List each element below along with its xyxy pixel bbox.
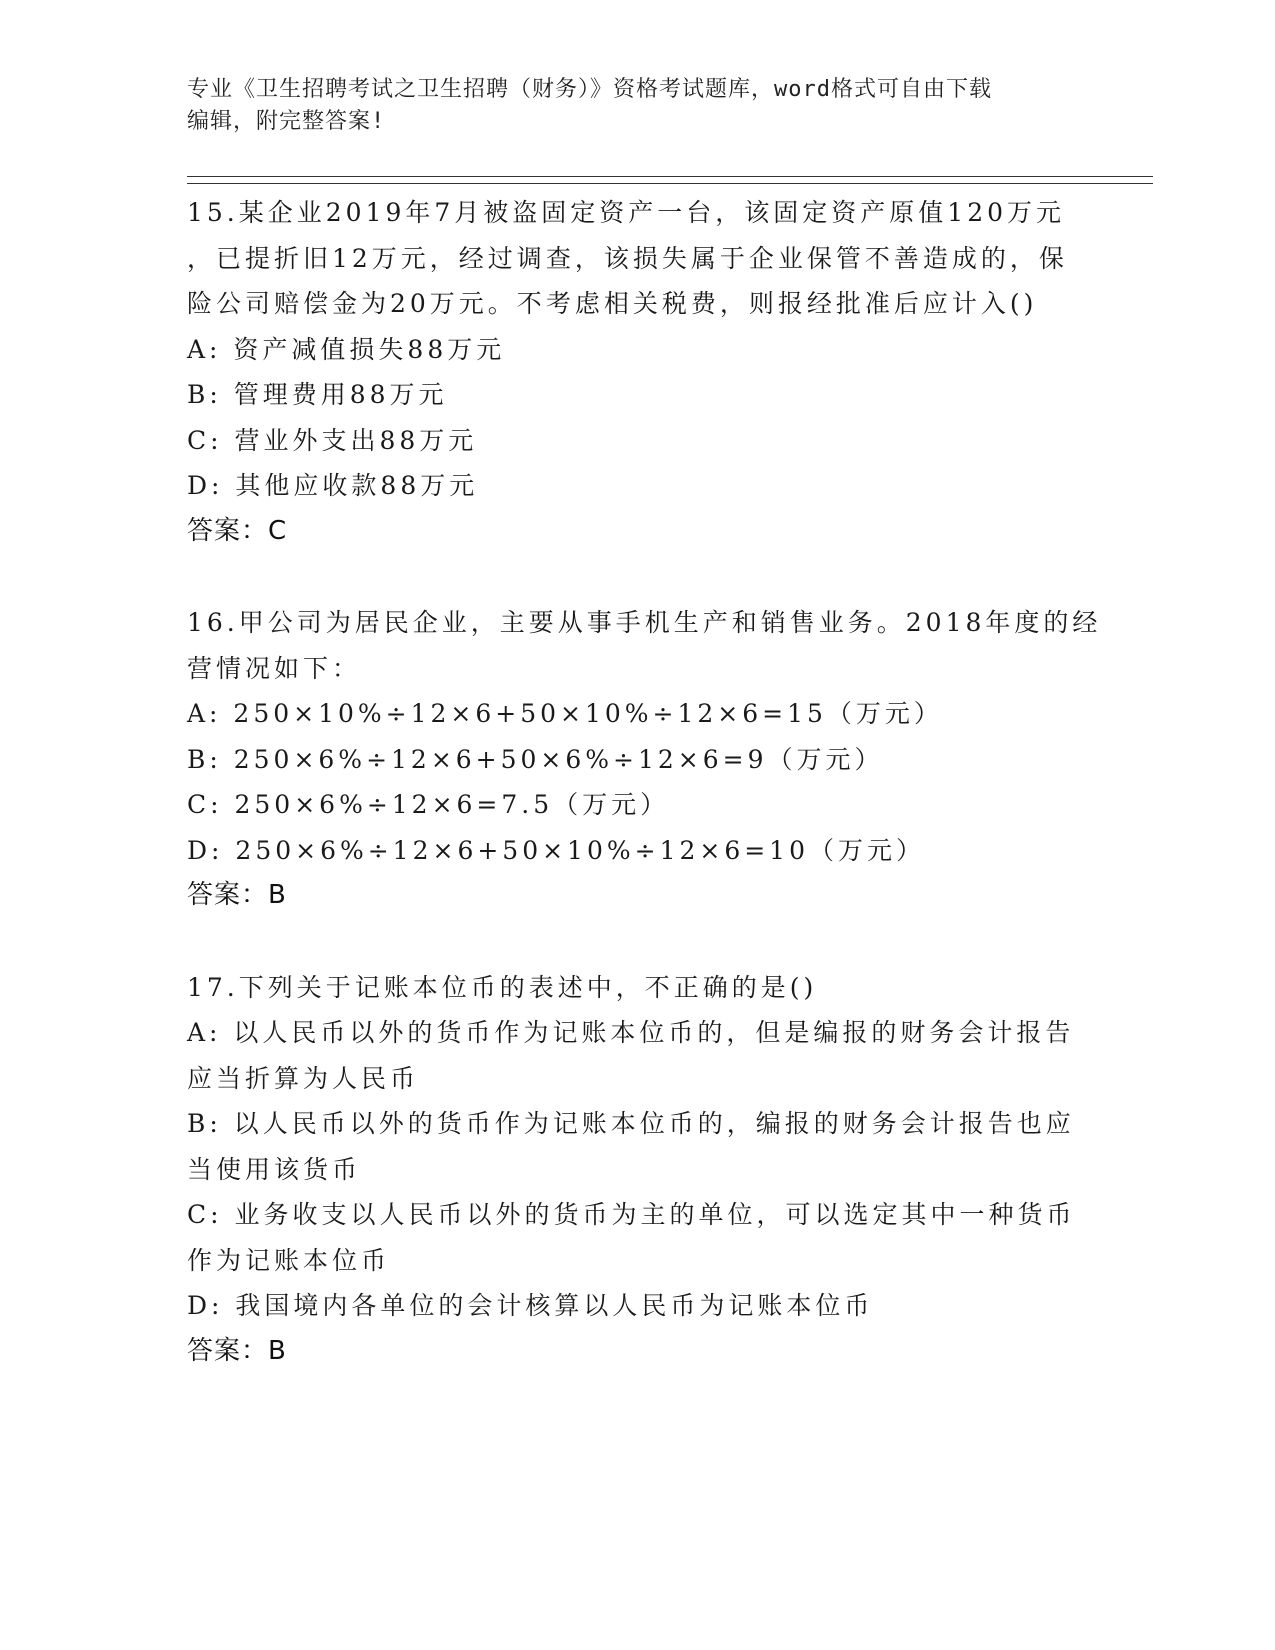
- option-c-continuation: 作为记账本位币: [187, 1245, 391, 1275]
- question-stem-line: 营情况如下：: [187, 653, 362, 683]
- option-b: B: 管理费用88万元: [187, 380, 448, 409]
- header-line: 编辑，附完整答案!: [187, 109, 386, 134]
- option-a-continuation: 应当折算为人民币: [187, 1063, 420, 1093]
- option-c: C: 250×6%÷12×6=7.5（万元）: [187, 790, 670, 819]
- header-divider: [187, 176, 1153, 177]
- header-line: 专业《卫生招聘考试之卫生招聘（财务）》资格考试题库，word格式可自由下载: [187, 77, 992, 102]
- question-item: [187, 190, 1087, 554]
- option-b: B: 250×6%÷12×6+50×6%÷12×6=9（万元）: [187, 744, 884, 774]
- option-b: B: 以人民币以外的货币作为记账本位币的，编报的财务会计报告也应: [187, 1109, 1075, 1138]
- option-b-continuation: 当使用该货币: [187, 1154, 362, 1184]
- option-d: D: 其他应收款88万元: [187, 471, 479, 500]
- question-item: [187, 965, 1087, 1375]
- option-a: A: 250×10%÷12×6+50×10%÷12×6=15（万元）: [187, 699, 943, 728]
- document-header: [187, 74, 1067, 138]
- option-d: D: 我国境内各单位的会计核算以人民币为记账本位币: [187, 1291, 874, 1320]
- option-a: A: 以人民币以外的货币作为记账本位币的，但是编报的财务会计报告: [187, 1018, 1075, 1047]
- header-divider: [187, 183, 1153, 184]
- question-list: [187, 190, 1102, 1374]
- option-d: D: 250×6%÷12×6+50×10%÷12×6=10（万元）: [187, 835, 925, 865]
- question-stem-line: 17.下列关于记账本位币的表述中，不正确的是(): [187, 972, 818, 1002]
- answer-line: 答案：B: [187, 1335, 287, 1366]
- question-stem-line: 险公司赔偿金为20万元。不考虑相关税费，则报经批准后应计入(): [187, 289, 1038, 318]
- question-item: [187, 600, 1102, 919]
- question-stem-line: 15.某企业2019年7月被盗固定资产一台，该固定资产原值120万元: [187, 198, 1066, 227]
- answer-line: 答案：C: [187, 515, 288, 546]
- answer-line: 答案：B: [187, 880, 287, 910]
- question-stem-line: 16.甲公司为居民企业，主要从事手机生产和销售业务。2018年度的经: [187, 608, 1102, 637]
- option-c: C: 业务收支以人民币以外的货币为主的单位，可以选定其中一种货币: [187, 1200, 1076, 1229]
- option-c: C: 营业外支出88万元: [187, 425, 478, 455]
- question-stem-line: ，已提折旧12万元，经过调查，该损失属于企业保管不善造成的，保: [187, 243, 1068, 273]
- option-a: A: 资产减值损失88万元: [187, 334, 506, 364]
